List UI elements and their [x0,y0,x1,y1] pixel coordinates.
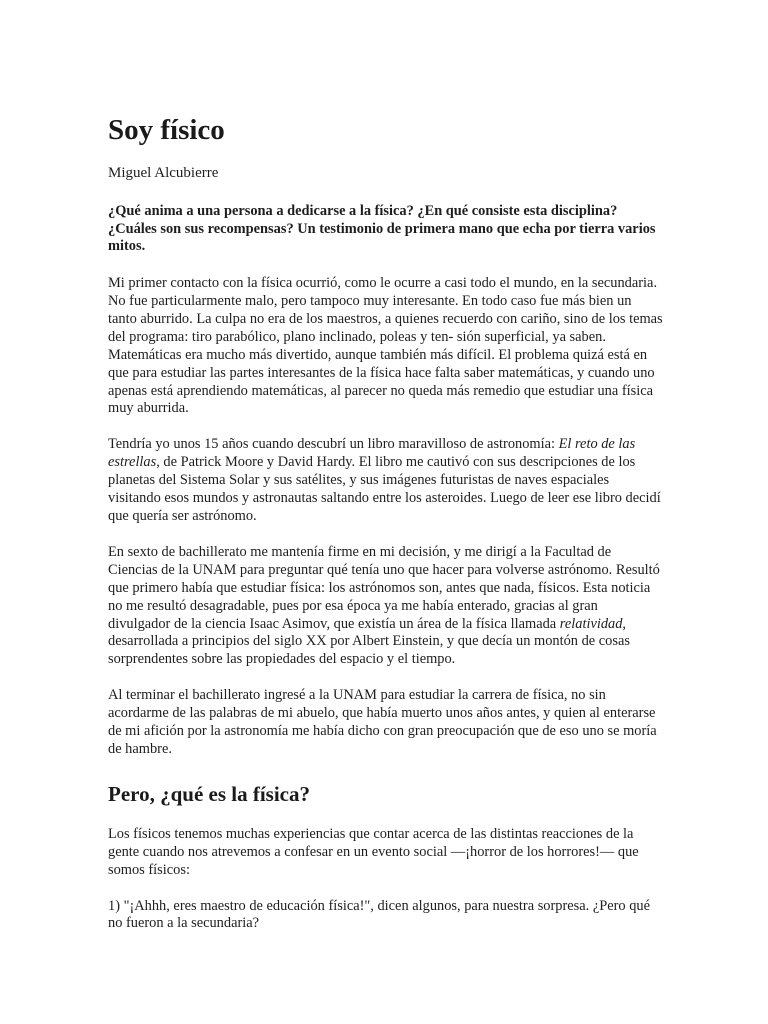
body-paragraph-3 [108,544,663,669]
paragraph-2-text-a: Tendría yo unos 15 años cuando descubrí un libro maravilloso de astronomía: [108,436,559,453]
lead-paragraph: ¿Qué anima a una persona a dedicarse a la física? ¿En qué consiste esta disciplina? ¿Cuáles son sus recompensas? Un testimonio de primera mano que echa por tierra varios mitos. [108,203,656,255]
body-paragraph-5: Los físicos tenemos muchas experiencias que contar acerca de las distintas reacciones de la gente cuando nos atrevemos a confesar en un evento social —¡horror de los horrores!— que somos físicos: [108,825,639,878]
article-page [108,112,663,933]
author-name: Miguel Alcubierre [108,165,219,181]
paragraph-2-text-b: , de Patrick Moore y David Hardy. El libro me cautivó con sus descripciones de los planetas del Sistema Solar y sus satélites, y sus imágenes futuristas de naves espaciales visitando esos mundos y astronautas saltando entre los asteroides. Luego de leer ese libro decidí que quería ser astrónomo. [108,454,661,524]
book-title: El reto de las estrellas [108,436,636,471]
paragraph-3-text-b: , desarrollada a principios del siglo XX por Albert Einstein, y que decía un montón de cosas sorprendentes sobre las propiedades del espacio y el tiempo. [108,615,630,668]
section-heading: Pero, ¿qué es la física? [108,781,311,806]
body-paragraph-1: Mi primer contacto con la física ocurrió, como le ocurre a casi todo el mundo, en la secundaria. No fue particularmente malo, pero tampoco muy interesante. En todo caso fue más bien un tanto aburrido. La culpa no era de los maestros, a quienes recuerdo con cariño, sino de los temas del programa: tiro parabólico, plano inclinado, poleas y ten- sión superficial, ya saben. Matemáticas era mucho más divertido, aunque también más difícil. El problema quizá está en que para estudiar las partes interesantes de la física hace falta saber matemáticas, y cuando uno apenas está aprendiendo matemáticas, al parecer no queda más remedio que estudiar una física muy aburrida. [108,275,663,417]
article-title: Soy físico [108,114,225,146]
paragraph-3-text-a: En sexto de bachillerato me mantenía firme en mi decisión, y me dirigí a la Facultad de Ciencias de la UNAM para preguntar qué tenía uno que hacer para volverse astrónomo. Resultó que primero había que estudiar física: los astrónomos son, antes que nada, físicos. Esta noticia no me resultó desagradable, pues por esa época ya me había enterado, gracias al gran divulgador de la ciencia Isaac Asimov, que existía un área de la física llamada [108,543,660,632]
relativity-term: relatividad [559,615,623,632]
body-paragraph-4: Al terminar el bachillerato ingresé a la UNAM para estudiar la carrera de física, no sin acordarme de las palabras de mi abuelo, que había muerto unos años antes, y quien al enterarse de mi afición por la astronomía me había dicho con gran preocupación que de eso uno se moría de hambre. [108,687,657,757]
body-paragraph-6: 1) "¡Ahhh, eres maestro de educación física!", dicen algunos, para nuestra sorpresa. ¿Pero qué no fueron a la secundaria? [108,897,650,932]
body-paragraph-2 [108,436,663,526]
